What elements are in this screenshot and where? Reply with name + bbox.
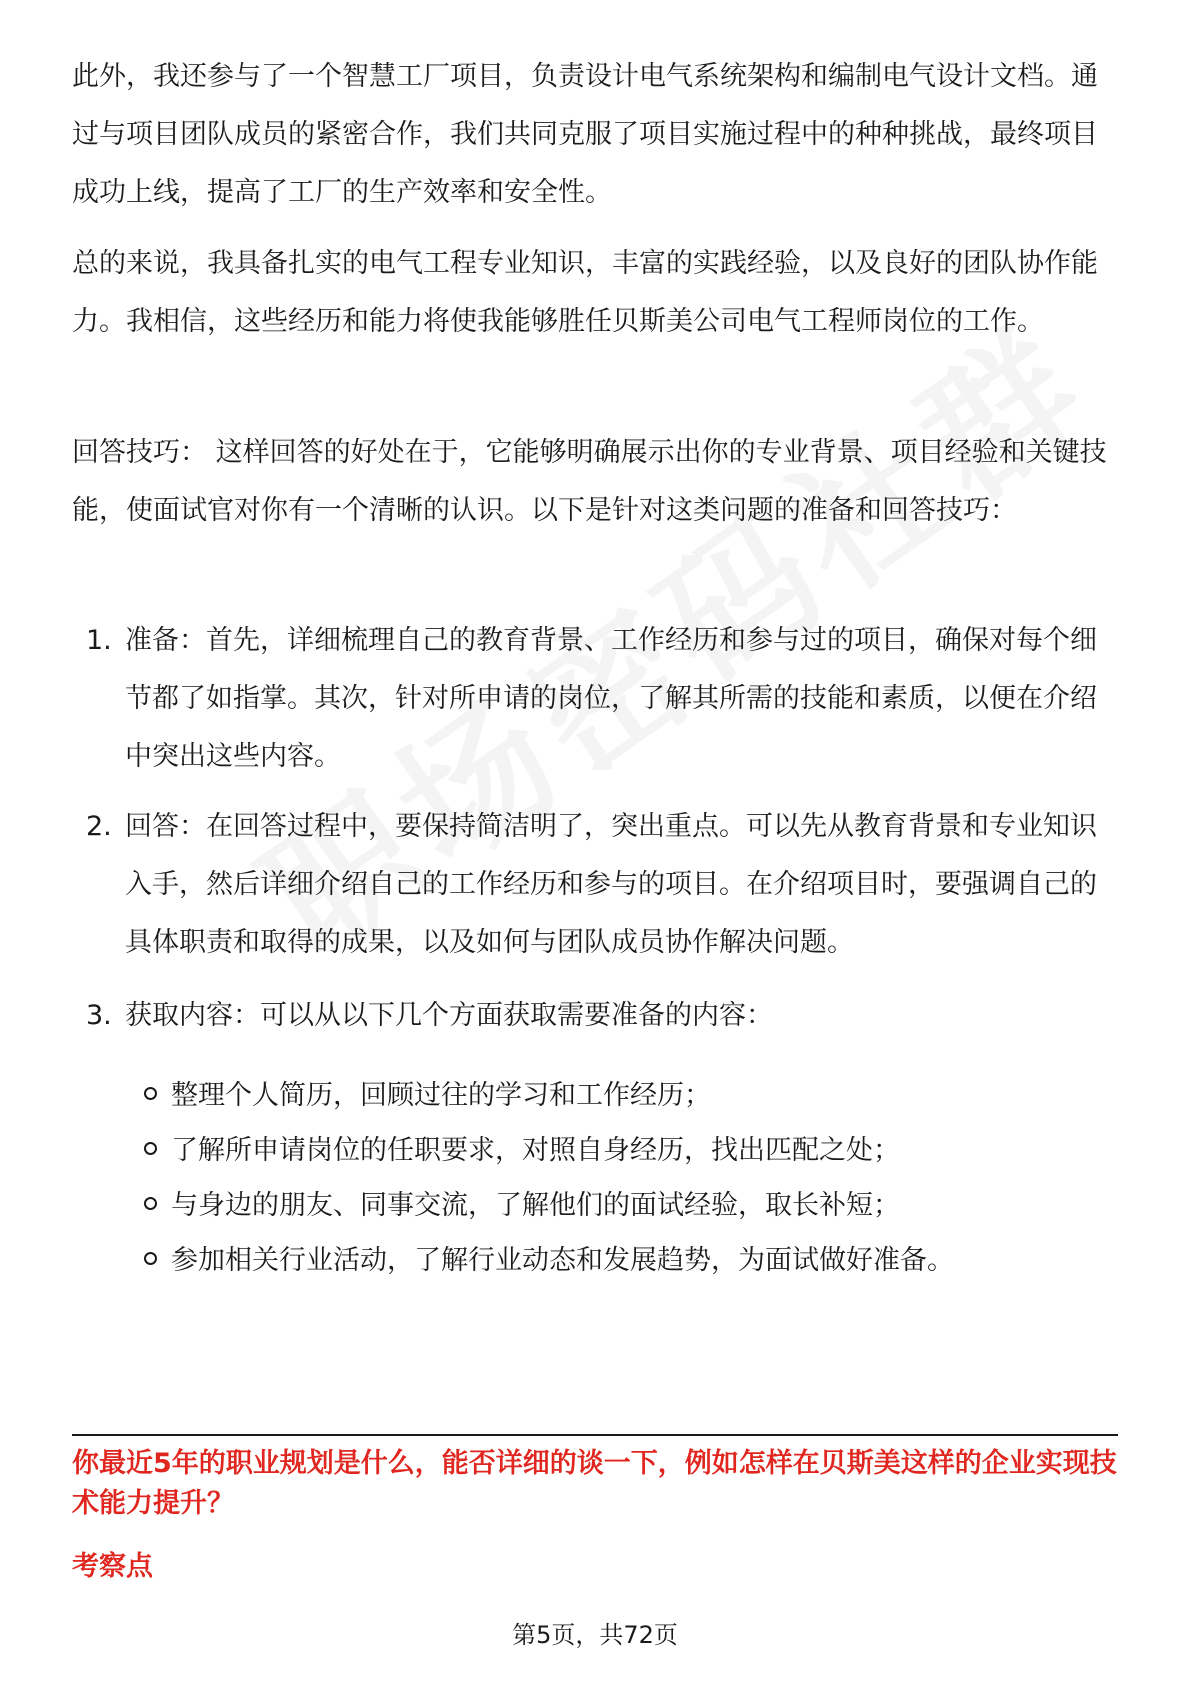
list-item [72, 612, 1122, 786]
bullet-text: 了解所申请岗位的任职要求，对照自身经历，找出匹配之处； [171, 1135, 900, 1166]
list-number: 3. [86, 1000, 112, 1031]
paragraph-smart-factory: 此外，我还参与了一个智慧工厂项目，负责设计电气系统架构和编制电气设计文档。通过与项目团队成员的紧密合作，我们共同克服了项目实施过程中的种种挑战，最终项目成功上线，提高了工厂的生产效率和安全性。 [72, 61, 1098, 208]
interview-question: 你最近5年的职业规划是什么，能否详细的谈一下，例如怎样在贝斯美这样的企业实现技术能力提升？ [72, 1448, 1117, 1519]
bullet-circle-icon [144, 1252, 157, 1265]
bullet-item [144, 1131, 1124, 1171]
paragraph-summary: 总的来说，我具备扎实的电气工程专业知识，丰富的实践经验，以及良好的团队协作能力。我相信，这些经历和能力将使我能够胜任贝斯美公司电气工程师岗位的工作。 [72, 248, 1098, 337]
list-text: 回答：在回答过程中，要保持简洁明了，突出重点。可以先从教育背景和专业知识入手，然后详细介绍自己的工作经历和参与的项目。在介绍项目时，要强调自己的具体职责和取得的成果，以及如何与团队成员协作解决问题。 [125, 811, 1097, 958]
bullet-item [144, 1076, 1124, 1116]
list-text: 获取内容：可以从以下几个方面获取需要准备的内容： [125, 1000, 773, 1031]
bullet-text: 整理个人简历，回顾过往的学习和工作经历； [171, 1080, 711, 1111]
bullet-text: 与身边的朋友、同事交流，了解他们的面试经验，取长补短； [171, 1190, 900, 1221]
list-item [72, 987, 1122, 1045]
list-text: 准备：首先，详细梳理自己的教育背景、工作经历和参与过的项目，确保对每个细节都了如指掌。其次，针对所申请的岗位，了解其所需的技能和素质，以便在介绍中突出这些内容。 [125, 625, 1097, 772]
bullet-text: 参加相关行业活动，了解行业动态和发展趋势，为面试做好准备。 [171, 1245, 954, 1276]
bullet-item [144, 1186, 1124, 1226]
bullet-item [144, 1241, 1124, 1281]
list-item [72, 798, 1122, 972]
bullet-circle-icon [144, 1087, 157, 1100]
section-divider [72, 1434, 1118, 1436]
page-footer [0, 1619, 1190, 1651]
paragraph-answer-tips: 回答技巧： 这样回答的好处在于，它能够明确展示出你的专业背景、项目经验和关键技能，使面试官对你有一个清晰的认识。以下是针对这类问题的准备和回答技巧： [72, 437, 1107, 526]
bullet-circle-icon [144, 1197, 157, 1210]
list-number: 1. [86, 625, 112, 656]
section-subhead: 考察点 [72, 1551, 153, 1582]
bullet-circle-icon [144, 1142, 157, 1155]
page-number: 第5页，共72页 [506, 1621, 684, 1649]
list-number: 2. [86, 811, 112, 842]
